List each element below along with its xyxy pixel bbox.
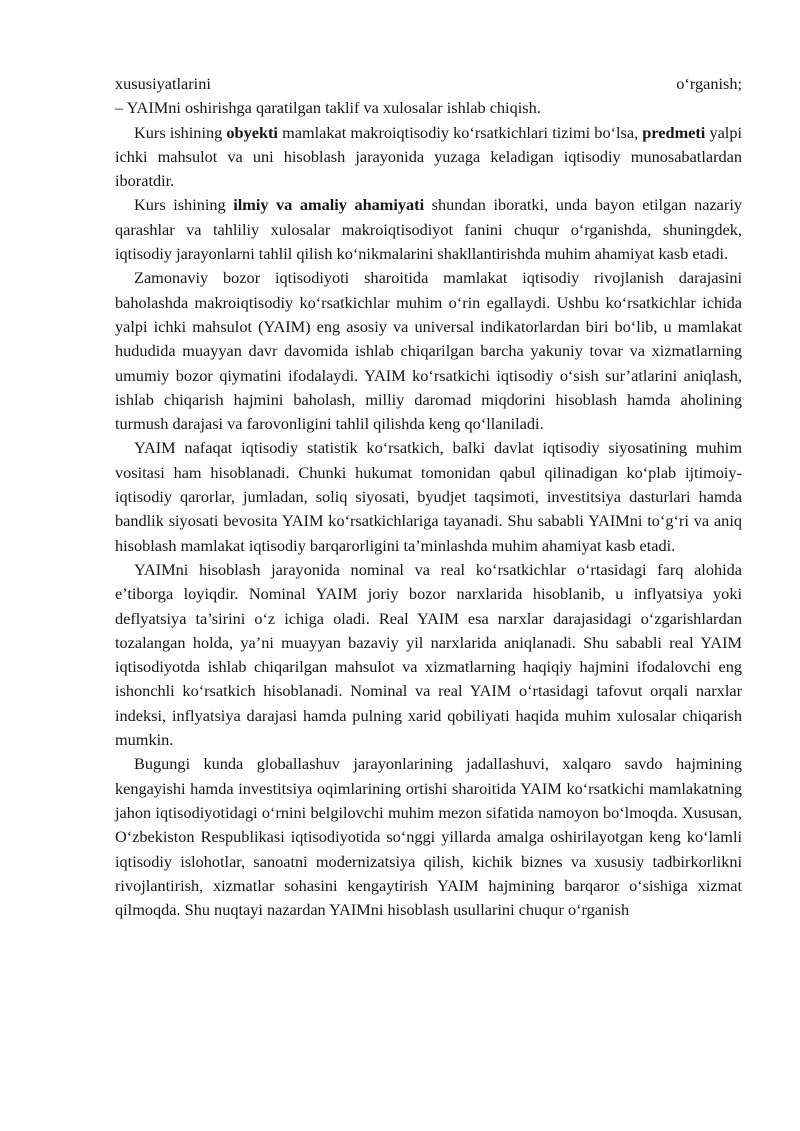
text-run: Zamonaviy bozor iqtisodiyoti sharoitida mamlakat iqtisodiy rivojlanish darajasini baholashda makroiqtisodiy ko‘rsatkichlar muhim o‘rin egallaydi. Ushbu ko‘rsatkichlar ichida yalpi ichki mahsulot (YAIM) eng asosiy va universal indikatorlardan biri bo‘lib, u mamlakat hududida muayyan davr davomida ishlab chiqarilgan barcha yakuniy tovar va xizmatlarning umumiy bozor qiymatini ifodalaydi. YAIM ko‘rsatkichi iqtisodiy o‘sish sur’atlarini aniqlash, ishlab chiqarish hajmini baholash, milliy daromad miqdorini hisoblash hamda aholining turmush darajasi va farovonligini tahlil qilishda keng qo‘llaniladi. [115, 268, 742, 434]
bold-term-predmeti: predmeti [642, 122, 706, 142]
bold-term-obyekti: obyekti [226, 122, 278, 142]
paragraph-object-subject [115, 121, 742, 194]
paragraph-significance [115, 193, 742, 266]
text-run: shundan iboratki, unda bayon etilgan nazariy qarashlar va tahliliy xulosalar makroiqtisodiyot fanini chuqur o‘rganishda, shuningdek, iqtisodiy jarayonlarni tahlil qilish ko‘nikmalarini shakllantirishda muhim ahamiyat kasb etadi. [115, 195, 742, 264]
paragraph-gdp-policy [115, 436, 742, 557]
text-run: Kurs ishining [134, 195, 234, 215]
text-run: – YAIMni oshirishga qaratilgan taklif va xulosalar ishlab chiqish. [115, 98, 541, 118]
text-run: yalpi ichki mahsulot va uni hisoblash jarayonida yuzaga keladigan iqtisodiy munosabatlardan iboratdir. [115, 122, 742, 191]
text-run: YAIM nafaqat iqtisodiy statistik ko‘rsatkich, balki davlat iqtisodiy siyosatining muhim vositasi ham hisoblanadi. Chunki hukumat tomonidan qabul qilinadigan ko‘plab ijtimoiy-iqtisodiy qarorlar, jumladan, soliq siyosati, byudjet taqsimoti, investitsiya dasturlari hamda bandlik siyosati bevosita YAIM ko‘rsatkichlariga tayanadi. Shu sababli YAIMni to‘g‘ri va aniq hisoblash mamlakat iqtisodiy barqarorligini ta’minlashda muhim ahamiyat kasb etadi. [115, 438, 742, 555]
paragraph-list-item [115, 96, 742, 120]
text-run: Kurs ishining [134, 122, 227, 142]
text-run: xususiyatlarini o‘rganish; [115, 74, 742, 93]
paragraph-gdp-intro [115, 266, 742, 436]
paragraph-globalization [115, 752, 742, 922]
bold-term-ahamiyati: ilmiy va amaliy ahamiyati [233, 195, 425, 215]
paragraph-continuation [115, 72, 742, 96]
text-run: YAIMni hisoblash jarayonida nominal va real ko‘rsatkichlar o‘rtasidagi farq alohida e’tiborga loyiqdir. Nominal YAIM joriy bozor narxlarida hisoblanib, u inflyatsiya yoki deflyatsiya ta’sirini o‘z ichiga oladi. Real YAIM esa narxlar darajasidagi o‘zgarishlardan tozalangan holda, ya’ni muayyan bazaviy yil narxlarida aniqlanadi. Shu sababli real YAIM iqtisodiyotda ishlab chiqarilgan mahsulot va xizmatlarning haqiqiy hajmini ifodalovchi eng ishonchli ko‘rsatkich hisoblanadi. Nominal va real YAIM o‘rtasidagi tafovut orqali narxlar indeksi, inflyatsiya darajasi hamda pulning xarid qobiliyati haqida muhim xulosalar chiqarish mumkin. [115, 559, 742, 750]
paragraph-nominal-real [115, 558, 742, 752]
text-run: Bugungi kunda globallashuv jarayonlarining jadallashuvi, xalqaro savdo hajmining kengayishi hamda investitsiya oqimlarining ortishi sharoitida YAIM ko‘rsatkichi mamlakatning jahon iqtisodiyotidagi o‘rnini belgilovchi muhim mezon sifatida namoyon bo‘lmoqda. Xususan, O‘zbekiston Respublikasi iqtisodiyotida so‘nggi yillarda amalga oshirilayotgan keng ko‘lamli iqtisodiy islohotlar, sanoatni modernizatsiya qilish, kichik biznes va xususiy tadbirkorlikni rivojlantirish, xizmatlar sohasini kengaytirish YAIM hajmining barqaror o‘sishiga xizmat qilmoqda. Shu nuqtayi nazardan YAIMni hisoblash usullarini chuqur o‘rganish [115, 754, 742, 920]
text-run: mamlakat makroiqtisodiy ko‘rsatkichlari tizimi bo‘lsa, [277, 122, 643, 142]
